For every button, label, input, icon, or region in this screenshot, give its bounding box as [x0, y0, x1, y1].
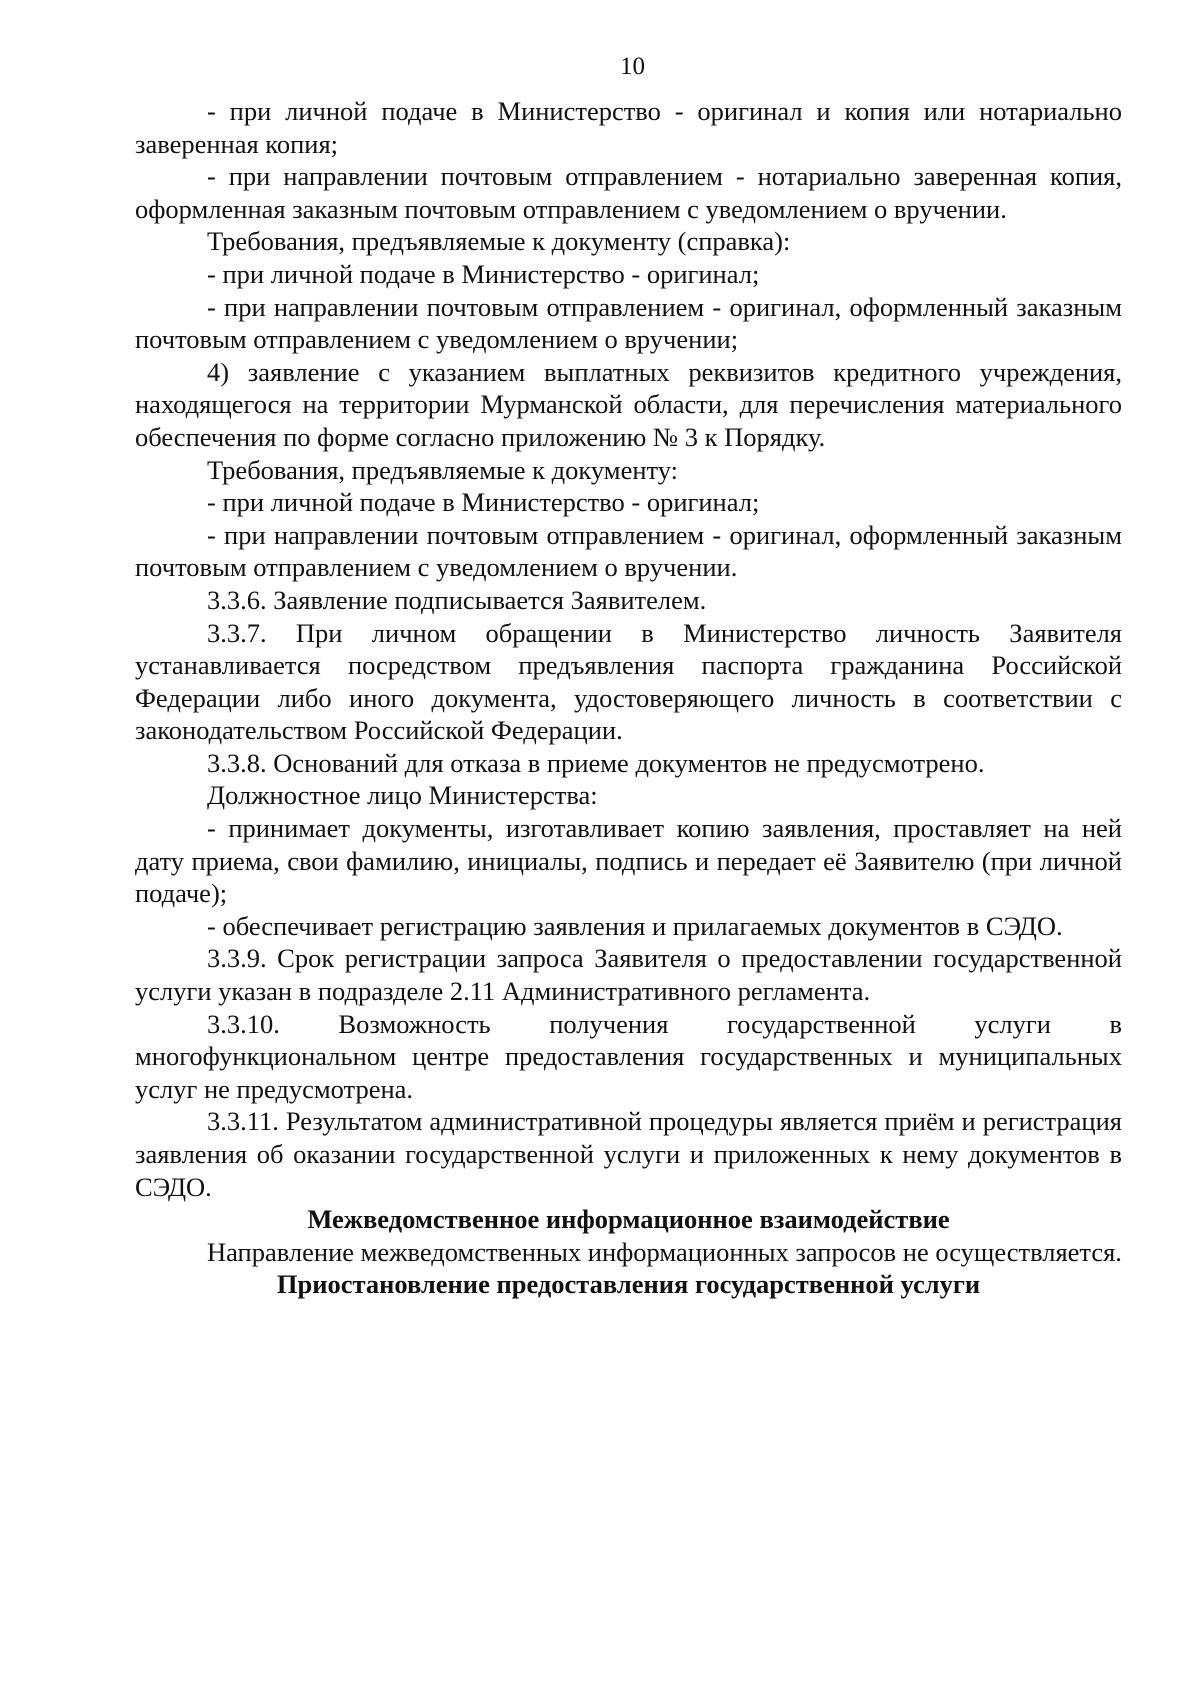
paragraph: - принимает документы, изготавливает копию заявления, проставляет на ней дату приема, свои фамилию, инициалы, подпись и передает её Заявителю (при личной подаче);: [135, 813, 1122, 909]
paragraph: - при направлении почтовым отправлением - нотариально заверенная копия, оформленная заказным почтовым отправлением с уведомлением о вручении.: [135, 161, 1122, 224]
document-body: [135, 95, 1122, 1301]
section-heading: Приостановление предоставления государственной услуги: [276, 1269, 981, 1300]
page-number: 10: [620, 53, 645, 80]
paragraph: - при направлении почтовым отправлением - оригинал, оформленный заказным почтовым отправлением с уведомлением о вручении.: [135, 519, 1122, 583]
paragraph: - при направлении почтовым отправлением - оригинал, оформленный заказным почтовым отправлением с уведомлением о вручении;: [135, 291, 1122, 355]
paragraph: - при личной подаче в Министерство - оригинал;: [207, 258, 760, 289]
paragraph: - обеспечивает регистрацию заявления и прилагаемых документов в СЭДО.: [207, 910, 1063, 941]
paragraph: 3.3.7. При личном обращении в Министерство личность Заявителя устанавливается посредством предъявления паспорта гражданина Российской Федерации либо иного документа, удостоверяющего личность в соответствии с законодательством Российской Федерации.: [135, 617, 1122, 746]
paragraph: 3.3.11. Результатом административной процедуры является приём и регистрация заявления об оказании государственной услуги и приложенных к нему документов в СЭДО.: [135, 1106, 1122, 1202]
paragraph: 4) заявление с указанием выплатных реквизитов кредитного учреждения, находящегося на территории Мурманской области, для перечисления материального обеспечения по форме согласно приложению № 3 к Порядку.: [135, 356, 1122, 452]
section-heading: Межведомственное информационное взаимодействие: [307, 1204, 950, 1235]
paragraph: - при личной подаче в Министерство - оригинал;: [207, 487, 760, 518]
paragraph: 3.3.9. Срок регистрации запроса Заявителя о предоставлении государственной услуги указан в подразделе 2.11 Административного регламента.: [135, 943, 1122, 1007]
paragraph: Требования, предъявляемые к документу:: [207, 454, 679, 485]
paragraph: Должностное лицо Министерства:: [207, 780, 598, 811]
paragraph: 3.3.10. Возможность получения государственной услуги в многофункциональном центре предоставления государственных и муниципальных услуг не предусмотрена.: [135, 1008, 1122, 1104]
paragraph: 3.3.8. Оснований для отказа в приеме документов не предусмотрено.: [207, 747, 985, 778]
paragraph: Направление межведомственных информационных запросов не осуществляется.: [207, 1236, 1122, 1267]
paragraph: 3.3.6. Заявление подписывается Заявителем.: [207, 584, 707, 615]
paragraph: Требования, предъявляемые к документу (справка):: [207, 226, 791, 257]
paragraph: - при личной подаче в Министерство - оригинал и копия или нотариально заверенная копия;: [135, 96, 1122, 159]
